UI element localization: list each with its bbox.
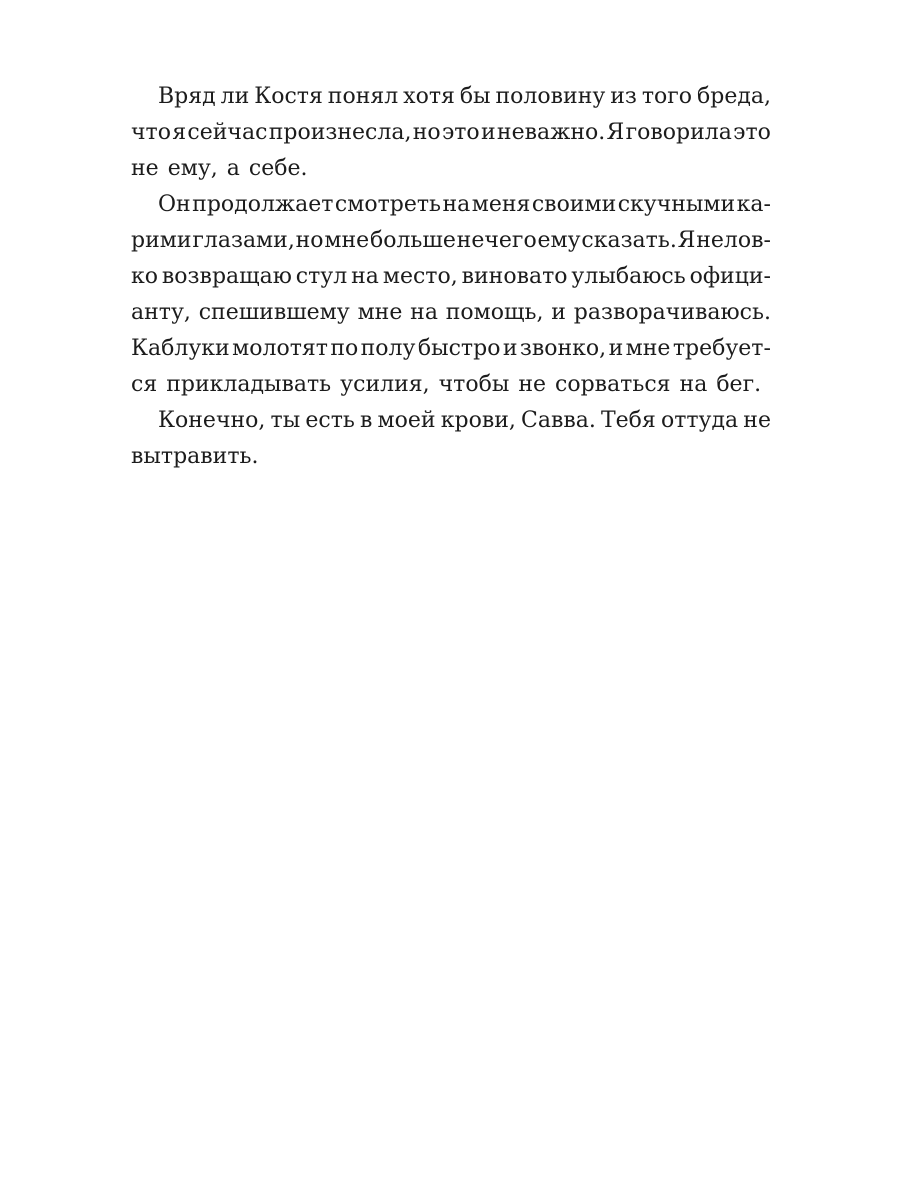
- word: ему,: [167, 156, 218, 181]
- word: ему: [537, 228, 581, 253]
- word: своими: [531, 192, 617, 217]
- word: мне: [324, 228, 370, 253]
- text-line: [131, 403, 771, 439]
- word: Савва.: [521, 408, 596, 433]
- word: рими: [131, 228, 192, 253]
- word: возвращаю: [161, 264, 292, 289]
- text-line: [131, 259, 771, 295]
- word: усилия,: [340, 372, 430, 397]
- word: продолжает: [192, 192, 334, 217]
- word: себе.: [248, 156, 308, 181]
- word: полу: [360, 336, 416, 361]
- word: Вряд: [158, 84, 216, 109]
- text-line: [131, 115, 771, 151]
- word: на: [679, 372, 708, 397]
- word: и: [480, 120, 496, 145]
- text-line: [131, 151, 771, 187]
- word: меня: [471, 192, 531, 217]
- word: требует-: [672, 336, 771, 361]
- word: половину: [495, 84, 606, 109]
- word: спешившему: [198, 300, 350, 325]
- text-line: [131, 295, 771, 331]
- word: Я: [677, 228, 696, 253]
- word: стул: [295, 264, 348, 289]
- word: помощь,: [445, 300, 544, 325]
- text-line: [131, 331, 771, 367]
- word: Тебя: [600, 408, 656, 433]
- word: звонко,: [519, 336, 607, 361]
- word: прикладывать: [166, 372, 332, 397]
- text-line: [131, 367, 771, 403]
- word: крови,: [440, 408, 516, 433]
- word: Костя: [254, 84, 323, 109]
- word: Он: [158, 192, 191, 217]
- word: и: [502, 336, 518, 361]
- text-line: [131, 79, 771, 115]
- word: не: [518, 372, 547, 397]
- word: улыбаюсь: [571, 264, 686, 289]
- page-text: [131, 79, 771, 475]
- word: ли: [220, 84, 250, 109]
- word: говорила: [625, 120, 732, 145]
- text-line: [131, 187, 771, 223]
- word: я: [172, 120, 187, 145]
- word: это: [441, 120, 480, 145]
- word: больше: [369, 228, 456, 253]
- word: вытравить.: [131, 444, 259, 469]
- word: и: [551, 300, 566, 325]
- word: по: [330, 336, 359, 361]
- text-line: [131, 223, 771, 259]
- word: ка-: [736, 192, 771, 217]
- word: из: [610, 84, 637, 109]
- paragraph: [131, 403, 771, 475]
- word: есть: [305, 408, 355, 433]
- text-line: [131, 439, 771, 475]
- word: в: [360, 408, 373, 433]
- word: ты: [270, 408, 301, 433]
- paragraph: [131, 79, 771, 187]
- word: ко: [131, 264, 158, 289]
- word: понял: [327, 84, 399, 109]
- word: офици-: [689, 264, 771, 289]
- word: быстро: [417, 336, 501, 361]
- word: на: [351, 264, 379, 289]
- word: разворачиваюсь.: [573, 300, 771, 325]
- word: это: [733, 120, 771, 145]
- word: на: [410, 300, 438, 325]
- word: смотреть: [334, 192, 442, 217]
- word: но: [412, 120, 441, 145]
- word: и: [608, 336, 624, 361]
- word: виновато: [461, 264, 568, 289]
- word: мне: [625, 336, 671, 361]
- word: произнесла,: [268, 120, 412, 145]
- word: моей: [377, 408, 436, 433]
- word: нечего: [456, 228, 537, 253]
- word: на: [442, 192, 471, 217]
- word: молотят: [232, 336, 328, 361]
- word: ся: [131, 372, 158, 397]
- word: а: [226, 156, 240, 181]
- word: место,: [382, 264, 458, 289]
- word: Каблуки: [131, 336, 230, 361]
- word: мне: [357, 300, 403, 325]
- word: бы: [459, 84, 491, 109]
- word: не: [743, 408, 771, 433]
- word: бреда,: [696, 84, 771, 109]
- word: но: [295, 228, 324, 253]
- word: бег.: [716, 372, 762, 397]
- word: сейчас: [187, 120, 268, 145]
- paragraph: [131, 187, 771, 403]
- word: того: [641, 84, 693, 109]
- word: глазами,: [192, 228, 295, 253]
- word: хотя: [403, 84, 455, 109]
- word: сказать.: [581, 228, 677, 253]
- word: оттуда: [660, 408, 739, 433]
- word: скучными: [617, 192, 736, 217]
- word: нелов-: [696, 228, 771, 253]
- word: неважно.: [496, 120, 606, 145]
- word: Я: [606, 120, 625, 145]
- word: анту,: [131, 300, 191, 325]
- word: что: [131, 120, 171, 145]
- word: Конечно,: [158, 408, 266, 433]
- word: не: [131, 156, 159, 181]
- word: сорваться: [555, 372, 671, 397]
- word: чтобы: [438, 372, 510, 397]
